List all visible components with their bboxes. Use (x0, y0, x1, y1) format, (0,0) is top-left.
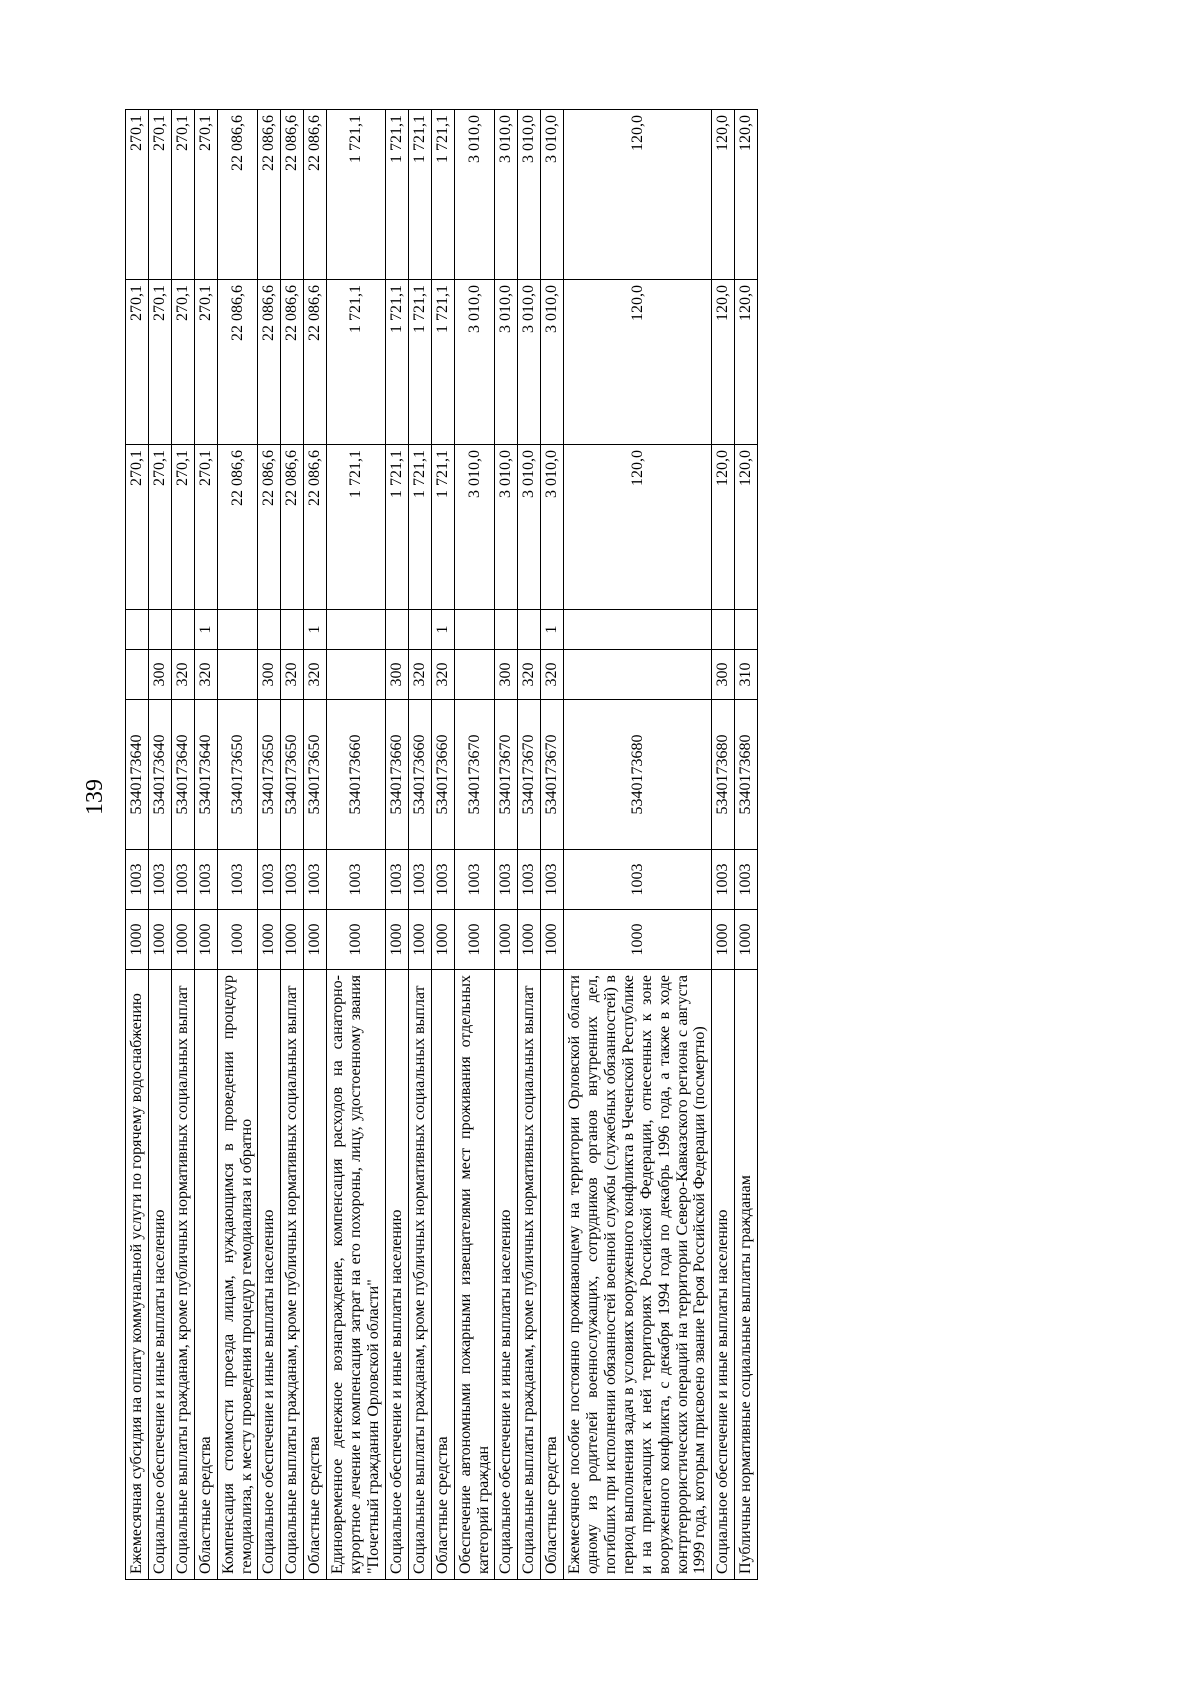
row-value-1: 3 010,0 (518, 445, 541, 610)
table-row (171, 110, 194, 1580)
row-source-code (712, 610, 735, 650)
row-source-code: 1 (304, 610, 327, 650)
row-value-1: 1 721,1 (385, 445, 408, 610)
row-rz-code: 1003 (148, 850, 171, 910)
row-vr-code: 300 (258, 650, 281, 700)
table-row (518, 110, 541, 1580)
row-vr-code (564, 650, 712, 700)
table-row (495, 110, 518, 1580)
budget-table (125, 109, 758, 1580)
row-name: Областные средства (541, 970, 564, 1580)
row-value-3: 1 721,1 (385, 110, 408, 280)
row-source-code: 1 (541, 610, 564, 650)
row-value-3: 120,0 (712, 110, 735, 280)
row-source-code (217, 610, 258, 650)
row-value-2: 1 721,1 (431, 280, 454, 445)
row-value-1: 22 086,6 (258, 445, 281, 610)
page-number: 139 (82, 779, 108, 815)
row-value-3: 22 086,6 (258, 110, 281, 280)
row-vr-code: 320 (194, 650, 217, 700)
row-gr-code: 1000 (541, 910, 564, 970)
row-value-2: 120,0 (564, 280, 712, 445)
table-row (408, 110, 431, 1580)
row-name: Социальные выплаты гражданам, кроме публичных нормативных социальных выплат (171, 970, 194, 1580)
row-value-1: 270,1 (126, 445, 149, 610)
row-vr-code: 320 (281, 650, 304, 700)
row-value-2: 120,0 (735, 280, 758, 445)
row-rz-code: 1003 (495, 850, 518, 910)
row-value-1: 3 010,0 (454, 445, 495, 610)
row-csr-code: 5340173640 (148, 700, 171, 850)
row-csr-code: 5340173670 (541, 700, 564, 850)
row-rz-code: 1003 (385, 850, 408, 910)
row-vr-code (217, 650, 258, 700)
row-value-1: 120,0 (735, 445, 758, 610)
row-source-code (327, 610, 386, 650)
row-value-3: 3 010,0 (454, 110, 495, 280)
row-rz-code: 1003 (194, 850, 217, 910)
table-row (258, 110, 281, 1580)
table-row (431, 110, 454, 1580)
row-gr-code: 1000 (327, 910, 386, 970)
table-row (712, 110, 735, 1580)
table-row (541, 110, 564, 1580)
row-gr-code: 1000 (518, 910, 541, 970)
row-name: Социальные выплаты гражданам, кроме публичных нормативных социальных выплат (408, 970, 431, 1580)
row-value-3: 3 010,0 (518, 110, 541, 280)
row-name: Социальное обеспечение и иные выплаты населению (385, 970, 408, 1580)
row-csr-code: 5340173680 (712, 700, 735, 850)
row-name: Социальное обеспечение и иные выплаты населению (258, 970, 281, 1580)
table-row (385, 110, 408, 1580)
row-csr-code: 5340173660 (431, 700, 454, 850)
row-value-2: 22 086,6 (258, 280, 281, 445)
table-row (217, 110, 258, 1580)
table-row (327, 110, 386, 1580)
row-gr-code: 1000 (454, 910, 495, 970)
row-value-1: 3 010,0 (495, 445, 518, 610)
row-rz-code: 1003 (564, 850, 712, 910)
row-gr-code: 1000 (712, 910, 735, 970)
row-name: Ежемесячная субсидия на оплату коммунальной услуги по горячему водоснабжению (126, 970, 149, 1580)
row-rz-code: 1003 (712, 850, 735, 910)
row-value-3: 22 086,6 (281, 110, 304, 280)
row-value-2: 1 721,1 (327, 280, 386, 445)
row-gr-code: 1000 (431, 910, 454, 970)
row-source-code (148, 610, 171, 650)
row-value-2: 3 010,0 (495, 280, 518, 445)
row-csr-code: 5340173670 (495, 700, 518, 850)
row-value-3: 3 010,0 (541, 110, 564, 280)
row-value-3: 1 721,1 (431, 110, 454, 280)
row-source-code (385, 610, 408, 650)
row-source-code (735, 610, 758, 650)
row-value-1: 270,1 (194, 445, 217, 610)
row-csr-code: 5340173680 (564, 700, 712, 850)
row-value-1: 22 086,6 (304, 445, 327, 610)
row-value-1: 270,1 (148, 445, 171, 610)
table-row (281, 110, 304, 1580)
row-vr-code: 320 (431, 650, 454, 700)
row-rz-code: 1003 (281, 850, 304, 910)
row-source-code (126, 610, 149, 650)
row-csr-code: 5340173640 (194, 700, 217, 850)
row-rz-code: 1003 (126, 850, 149, 910)
table-row (454, 110, 495, 1580)
row-rz-code: 1003 (735, 850, 758, 910)
row-rz-code: 1003 (258, 850, 281, 910)
row-gr-code: 1000 (194, 910, 217, 970)
row-source-code: 1 (431, 610, 454, 650)
row-source-code (454, 610, 495, 650)
row-value-3: 3 010,0 (495, 110, 518, 280)
row-gr-code: 1000 (385, 910, 408, 970)
row-csr-code: 5340173650 (217, 700, 258, 850)
row-vr-code: 310 (735, 650, 758, 700)
row-rz-code: 1003 (541, 850, 564, 910)
row-value-3: 270,1 (171, 110, 194, 280)
row-value-3: 1 721,1 (327, 110, 386, 280)
row-value-3: 120,0 (735, 110, 758, 280)
row-csr-code: 5340173650 (304, 700, 327, 850)
row-value-2: 270,1 (148, 280, 171, 445)
row-rz-code: 1003 (217, 850, 258, 910)
row-vr-code: 320 (171, 650, 194, 700)
row-vr-code (327, 650, 386, 700)
row-value-2: 3 010,0 (541, 280, 564, 445)
row-csr-code: 5340173670 (454, 700, 495, 850)
row-value-1: 1 721,1 (327, 445, 386, 610)
table-row (126, 110, 149, 1580)
budget-table-body (126, 110, 758, 1580)
row-name: Социальные выплаты гражданам, кроме публичных нормативных социальных выплат (281, 970, 304, 1580)
row-value-3: 120,0 (564, 110, 712, 280)
rotated-table-container (125, 110, 1075, 1580)
row-gr-code: 1000 (171, 910, 194, 970)
row-vr-code: 320 (518, 650, 541, 700)
row-value-2: 22 086,6 (281, 280, 304, 445)
table-row (194, 110, 217, 1580)
row-csr-code: 5340173660 (408, 700, 431, 850)
row-name: Областные средства (194, 970, 217, 1580)
row-rz-code: 1003 (518, 850, 541, 910)
row-gr-code: 1000 (735, 910, 758, 970)
row-value-1: 22 086,6 (281, 445, 304, 610)
row-value-3: 22 086,6 (217, 110, 258, 280)
table-row (148, 110, 171, 1580)
row-value-2: 22 086,6 (217, 280, 258, 445)
row-rz-code: 1003 (431, 850, 454, 910)
row-gr-code: 1000 (408, 910, 431, 970)
table-row (735, 110, 758, 1580)
row-value-2: 270,1 (194, 280, 217, 445)
row-value-1: 120,0 (712, 445, 735, 610)
table-row (304, 110, 327, 1580)
row-name: Единовременное денежное вознаграждение, компенсация расходов на санаторно-курортное лечение и компенсация затрат на его похороны, лицу, удостоенному звания "Почетный гражданин Орловской области" (327, 970, 386, 1580)
row-value-2: 22 086,6 (304, 280, 327, 445)
row-vr-code: 320 (304, 650, 327, 700)
row-rz-code: 1003 (454, 850, 495, 910)
row-source-code (171, 610, 194, 650)
row-name: Ежемесячное пособие постоянно проживающему на территории Орловской области одному из родителей военнослужащих, сотрудников органов внутренних дел, погибших при исполнении обязанностей военной службы (служебных обязанностей) в период выполнения задач в условиях вооруженного конфликта в Чеченской Республике и на прилегающих к ней территориях Российской Федерации, отнесенных к зоне вооруженного конфликта, с декабря 1994 года по декабрь 1996 года, а также в ходе контртеррористических операций на территории Северо-Кавказского региона с августа 1999 года, которым присвоено звание Героя Российской Федерации (посмертно) (564, 970, 712, 1580)
row-name: Социальное обеспечение и иные выплаты населению (495, 970, 518, 1580)
row-source-code (564, 610, 712, 650)
row-source-code (495, 610, 518, 650)
row-value-2: 1 721,1 (408, 280, 431, 445)
row-csr-code: 5340173640 (126, 700, 149, 850)
row-vr-code (454, 650, 495, 700)
row-name: Обеспечение автономными пожарными извещателями мест проживания отдельных категорий граждан (454, 970, 495, 1580)
row-name: Областные средства (431, 970, 454, 1580)
row-csr-code: 5340173660 (385, 700, 408, 850)
row-rz-code: 1003 (408, 850, 431, 910)
row-rz-code: 1003 (304, 850, 327, 910)
row-value-3: 1 721,1 (408, 110, 431, 280)
row-value-2: 270,1 (126, 280, 149, 445)
row-csr-code: 5340173640 (171, 700, 194, 850)
row-value-1: 1 721,1 (431, 445, 454, 610)
row-source-code (258, 610, 281, 650)
row-value-2: 120,0 (712, 280, 735, 445)
table-row (564, 110, 712, 1580)
row-csr-code: 5340173650 (281, 700, 304, 850)
row-vr-code: 300 (495, 650, 518, 700)
row-value-2: 3 010,0 (518, 280, 541, 445)
row-gr-code: 1000 (258, 910, 281, 970)
row-name: Публичные нормативные социальные выплаты гражданам (735, 970, 758, 1580)
row-csr-code: 5340173670 (518, 700, 541, 850)
row-vr-code: 300 (712, 650, 735, 700)
row-value-3: 270,1 (194, 110, 217, 280)
row-vr-code: 320 (541, 650, 564, 700)
row-value-2: 1 721,1 (385, 280, 408, 445)
row-source-code (408, 610, 431, 650)
row-value-1: 22 086,6 (217, 445, 258, 610)
row-value-3: 22 086,6 (304, 110, 327, 280)
row-gr-code: 1000 (304, 910, 327, 970)
row-name: Социальное обеспечение и иные выплаты населению (148, 970, 171, 1580)
row-value-1: 270,1 (171, 445, 194, 610)
row-value-3: 270,1 (148, 110, 171, 280)
row-rz-code: 1003 (171, 850, 194, 910)
row-gr-code: 1000 (281, 910, 304, 970)
row-vr-code: 300 (148, 650, 171, 700)
row-value-1: 1 721,1 (408, 445, 431, 610)
row-name: Социальное обеспечение и иные выплаты населению (712, 970, 735, 1580)
row-name: Компенсация стоимости проезда лицам, нуждающимся в проведении процедур гемодиализа, к месту проведения процедур гемодиализа и обратно (217, 970, 258, 1580)
row-value-2: 270,1 (171, 280, 194, 445)
row-csr-code: 5340173650 (258, 700, 281, 850)
row-gr-code: 1000 (495, 910, 518, 970)
row-source-code (281, 610, 304, 650)
row-name: Областные средства (304, 970, 327, 1580)
row-gr-code: 1000 (148, 910, 171, 970)
row-vr-code (126, 650, 149, 700)
row-vr-code: 320 (408, 650, 431, 700)
row-csr-code: 5340173680 (735, 700, 758, 850)
row-value-2: 3 010,0 (454, 280, 495, 445)
row-csr-code: 5340173660 (327, 700, 386, 850)
row-source-code (518, 610, 541, 650)
row-gr-code: 1000 (126, 910, 149, 970)
row-gr-code: 1000 (217, 910, 258, 970)
row-source-code: 1 (194, 610, 217, 650)
row-value-1: 3 010,0 (541, 445, 564, 610)
row-vr-code: 300 (385, 650, 408, 700)
row-value-1: 120,0 (564, 445, 712, 610)
row-gr-code: 1000 (564, 910, 712, 970)
row-value-3: 270,1 (126, 110, 149, 280)
row-name: Социальные выплаты гражданам, кроме публичных нормативных социальных выплат (518, 970, 541, 1580)
row-rz-code: 1003 (327, 850, 386, 910)
